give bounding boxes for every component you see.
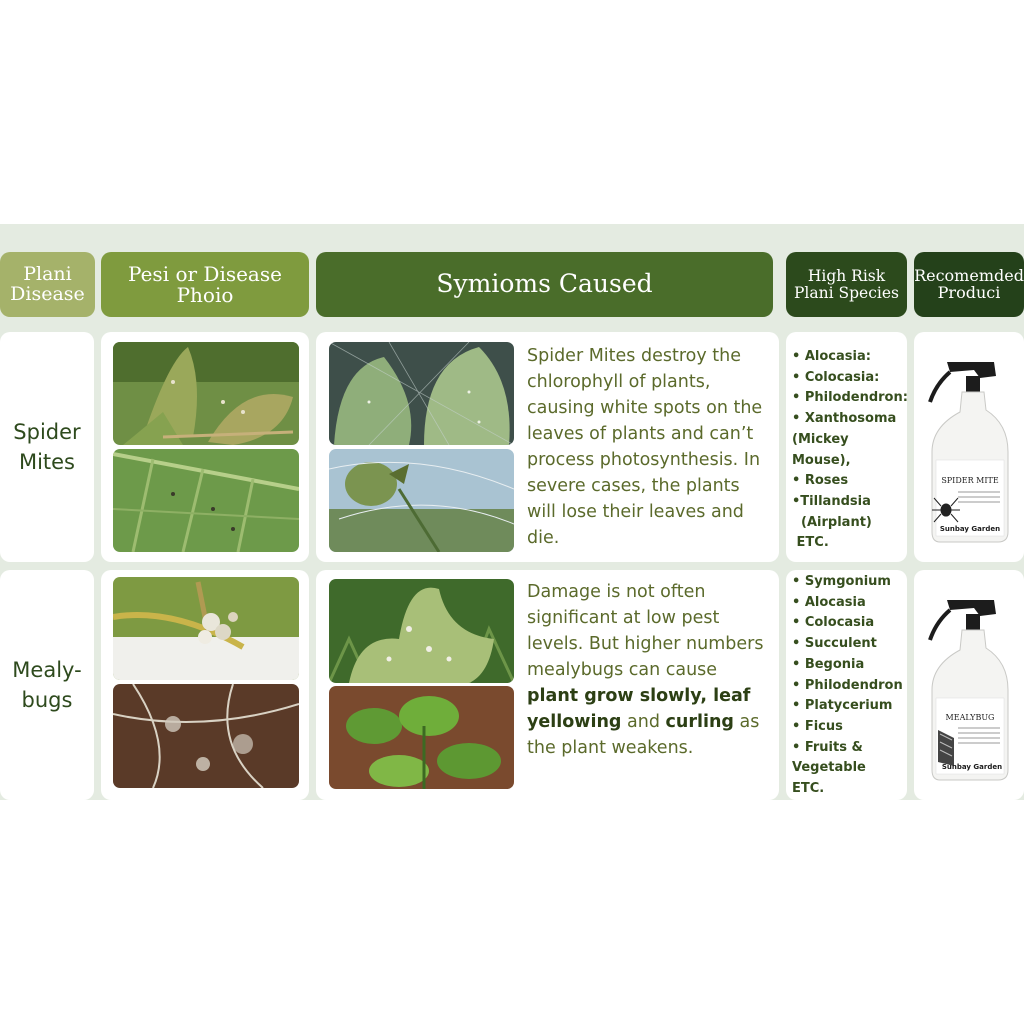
header-recommended-product: Recomemded Produci (914, 252, 1024, 317)
species-item: ETC. (792, 535, 829, 551)
species-item: • Philodendron (792, 677, 903, 693)
species-item: • Philodendron: (792, 390, 908, 406)
symptoms-cell-mealybugs (316, 570, 779, 800)
product-cell-spider-mites (914, 332, 1024, 562)
species-item: • Xanthosoma (792, 411, 897, 427)
pest-photo-cell-mealybugs (101, 570, 309, 800)
symptoms-cell-spider-mites (316, 332, 779, 562)
species-item: ETC. (792, 781, 825, 797)
species-item: •Tillandsia (792, 493, 871, 509)
symptoms-description-spider-mites: Spider Mites destroy the chlorophyll of plants, causing white spots on the leaves of plants and can’t process photosynthesis. In severe cases, the plants will lose their leaves and die. (527, 346, 763, 548)
high-risk-species-list-mealybugs (792, 572, 908, 800)
disease-name-spider-mites: Spider Mites (0, 332, 94, 562)
product-label-name: MEALYBUG (945, 713, 995, 722)
species-item: • Alocasia: (792, 349, 871, 364)
spider-mite-leaf-photo (113, 342, 299, 445)
species-item: • Ficus (792, 718, 843, 734)
species-item: Vegetable (792, 760, 866, 776)
product-cell-mealybugs (914, 570, 1024, 800)
infested-leaf-photo (329, 579, 514, 683)
species-item: • Symgonium (792, 574, 891, 589)
emphasis-curling: curling (665, 712, 734, 732)
spider-mite-spray-bottle (914, 332, 1024, 562)
header-high-risk-species: High Risk Plani Species (786, 252, 907, 317)
species-item: • Colocasia (792, 615, 875, 631)
symptoms-description-mealybugs: Damage is not often significant at low pest levels. But higher numbers mealybugs can cause plant grow slowly, leaf yellowing and curling as the plant weakens. (527, 582, 764, 758)
product-brand: Sunbay Garden (941, 763, 1003, 771)
species-item: • Fruits & (792, 739, 863, 755)
webbed-leaves-photo (329, 342, 514, 445)
species-cell-spider-mites (786, 332, 907, 562)
header-plant-disease: Plani Disease (0, 252, 95, 317)
species-item: • Platycerium (792, 698, 893, 714)
species-item: • Succulent (792, 636, 877, 652)
curling-leaves-photo (329, 686, 514, 789)
header-symptoms: Symioms Caused (316, 252, 773, 317)
pest-photo-cell-spider-mites (101, 332, 309, 562)
species-item: (Airplant) (792, 514, 872, 530)
species-item: • Begonia (792, 656, 865, 672)
species-cell-mealybugs (786, 570, 907, 800)
mealybug-stem-photo (113, 577, 299, 680)
mealybug-spray-bottle (914, 570, 1024, 800)
spider-mite-underside-photo (113, 449, 299, 552)
species-item: • Colocasia: (792, 369, 880, 385)
product-label-name: SPIDER MITE (941, 476, 999, 485)
disease-name-mealybugs: Mealy- bugs (0, 570, 94, 800)
webbed-strawberry-photo (329, 449, 514, 552)
high-risk-species-list-spider-mites (792, 347, 908, 554)
mealybug-root-photo (113, 684, 299, 788)
emphasis-growth-yellowing: plant grow slowly, leaf yellowing (527, 686, 751, 732)
product-brand: Sunbay Garden (939, 525, 1001, 533)
species-item: • Alocasia (792, 594, 866, 610)
species-item: (Mickey Mouse), (792, 431, 851, 468)
species-item: • Roses (792, 473, 849, 489)
header-pest-photo: Pesi or Disease Phoio (101, 252, 309, 317)
